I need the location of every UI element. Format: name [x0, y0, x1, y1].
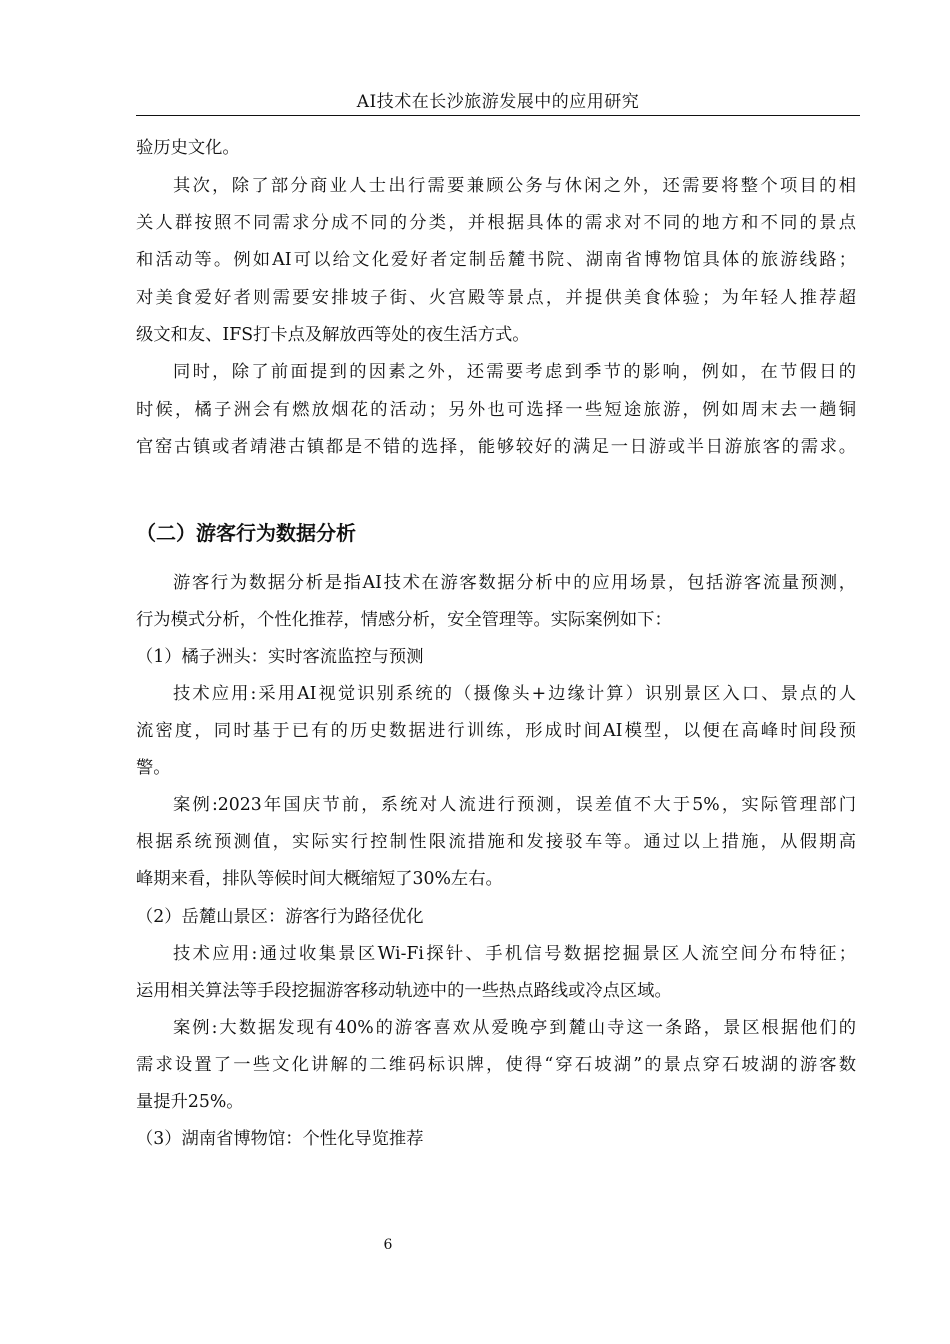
list-item-heading: （1）橘子洲头：实时客流监控与预测	[136, 647, 424, 667]
body-line: 关人群按照不同需求分成不同的分类，并根据具体的需求对不同的地方和不同的景点	[136, 213, 856, 233]
running-header: AI技术在长沙旅游发展中的应用研究	[356, 92, 640, 112]
body-line: 警。	[136, 758, 171, 778]
body-line: 级文和友、IFS打卡点及解放西等处的夜生活方式。	[136, 325, 530, 345]
body-line: 根据系统预测值，实际实行控制性限流措施和发接驳车等。通过以上措施，从假期高	[136, 832, 856, 852]
body-line: 需求设置了一些文化讲解的二维码标识牌，使得“穿石坡湖”的景点穿石坡湖的游客数	[136, 1055, 856, 1075]
list-item-heading: （3）湖南省博物馆：个性化导览推荐	[136, 1129, 424, 1149]
body-line: 量提升25%。	[136, 1092, 244, 1112]
body-line: 案例:2023年国庆节前，系统对人流进行预测，误差值不大于5%，实际管理部门	[173, 795, 856, 815]
page-number: 6	[383, 1237, 393, 1253]
list-item-heading: （2）岳麓山景区：游客行为路径优化	[136, 907, 424, 927]
body-line: 技术应用:采用AI视觉识别系统的（摄像头+边缘计算）识别景区入口、景点的人	[173, 684, 856, 704]
section-heading: （二）游客行为数据分析	[136, 521, 356, 545]
body-line: 和活动等。例如AI可以给文化爱好者定制岳麓书院、湖南省博物馆具体的旅游线路；	[136, 250, 856, 270]
body-line: 技术应用:通过收集景区Wi-Fi探针、手机信号数据挖掘景区人流空间分布特征；	[173, 944, 856, 964]
body-line: 同时，除了前面提到的因素之外，还需要考虑到季节的影响，例如，在节假日的	[173, 362, 856, 382]
body-line: 峰期来看，排队等候时间大概缩短了30%左右。	[136, 869, 503, 889]
body-line: 流密度，同时基于已有的历史数据进行训练，形成时间AI模型，以便在高峰时间段预	[136, 721, 856, 741]
body-line: 验历史文化。	[136, 138, 240, 158]
body-line: 对美食爱好者则需要安排坡子街、火宫殿等景点，并提供美食体验；为年轻人推荐超	[136, 288, 856, 308]
body-line: 游客行为数据分析是指AI技术在游客数据分析中的应用场景，包括游客流量预测，	[173, 573, 856, 593]
header-rule	[136, 115, 860, 116]
body-line: 官窑古镇或者靖港古镇都是不错的选择，能够较好的满足一日游或半日游旅客的需求。	[136, 437, 856, 457]
body-line: 运用相关算法等手段挖掘游客移动轨迹中的一些热点路线或冷点区域。	[136, 981, 672, 1001]
body-line: 其次，除了部分商业人士出行需要兼顾公务与休闲之外，还需要将整个项目的相	[173, 176, 856, 196]
body-line: 案例:大数据发现有40%的游客喜欢从爱晚亭到麓山寺这一条路，景区根据他们的	[173, 1018, 856, 1038]
body-line: 时候，橘子洲会有燃放烟花的活动；另外也可选择一些短途旅游，例如周末去一趟铜	[136, 400, 856, 420]
body-line: 行为模式分析，个性化推荐，情感分析，安全管理等。实际案例如下：	[136, 610, 672, 630]
